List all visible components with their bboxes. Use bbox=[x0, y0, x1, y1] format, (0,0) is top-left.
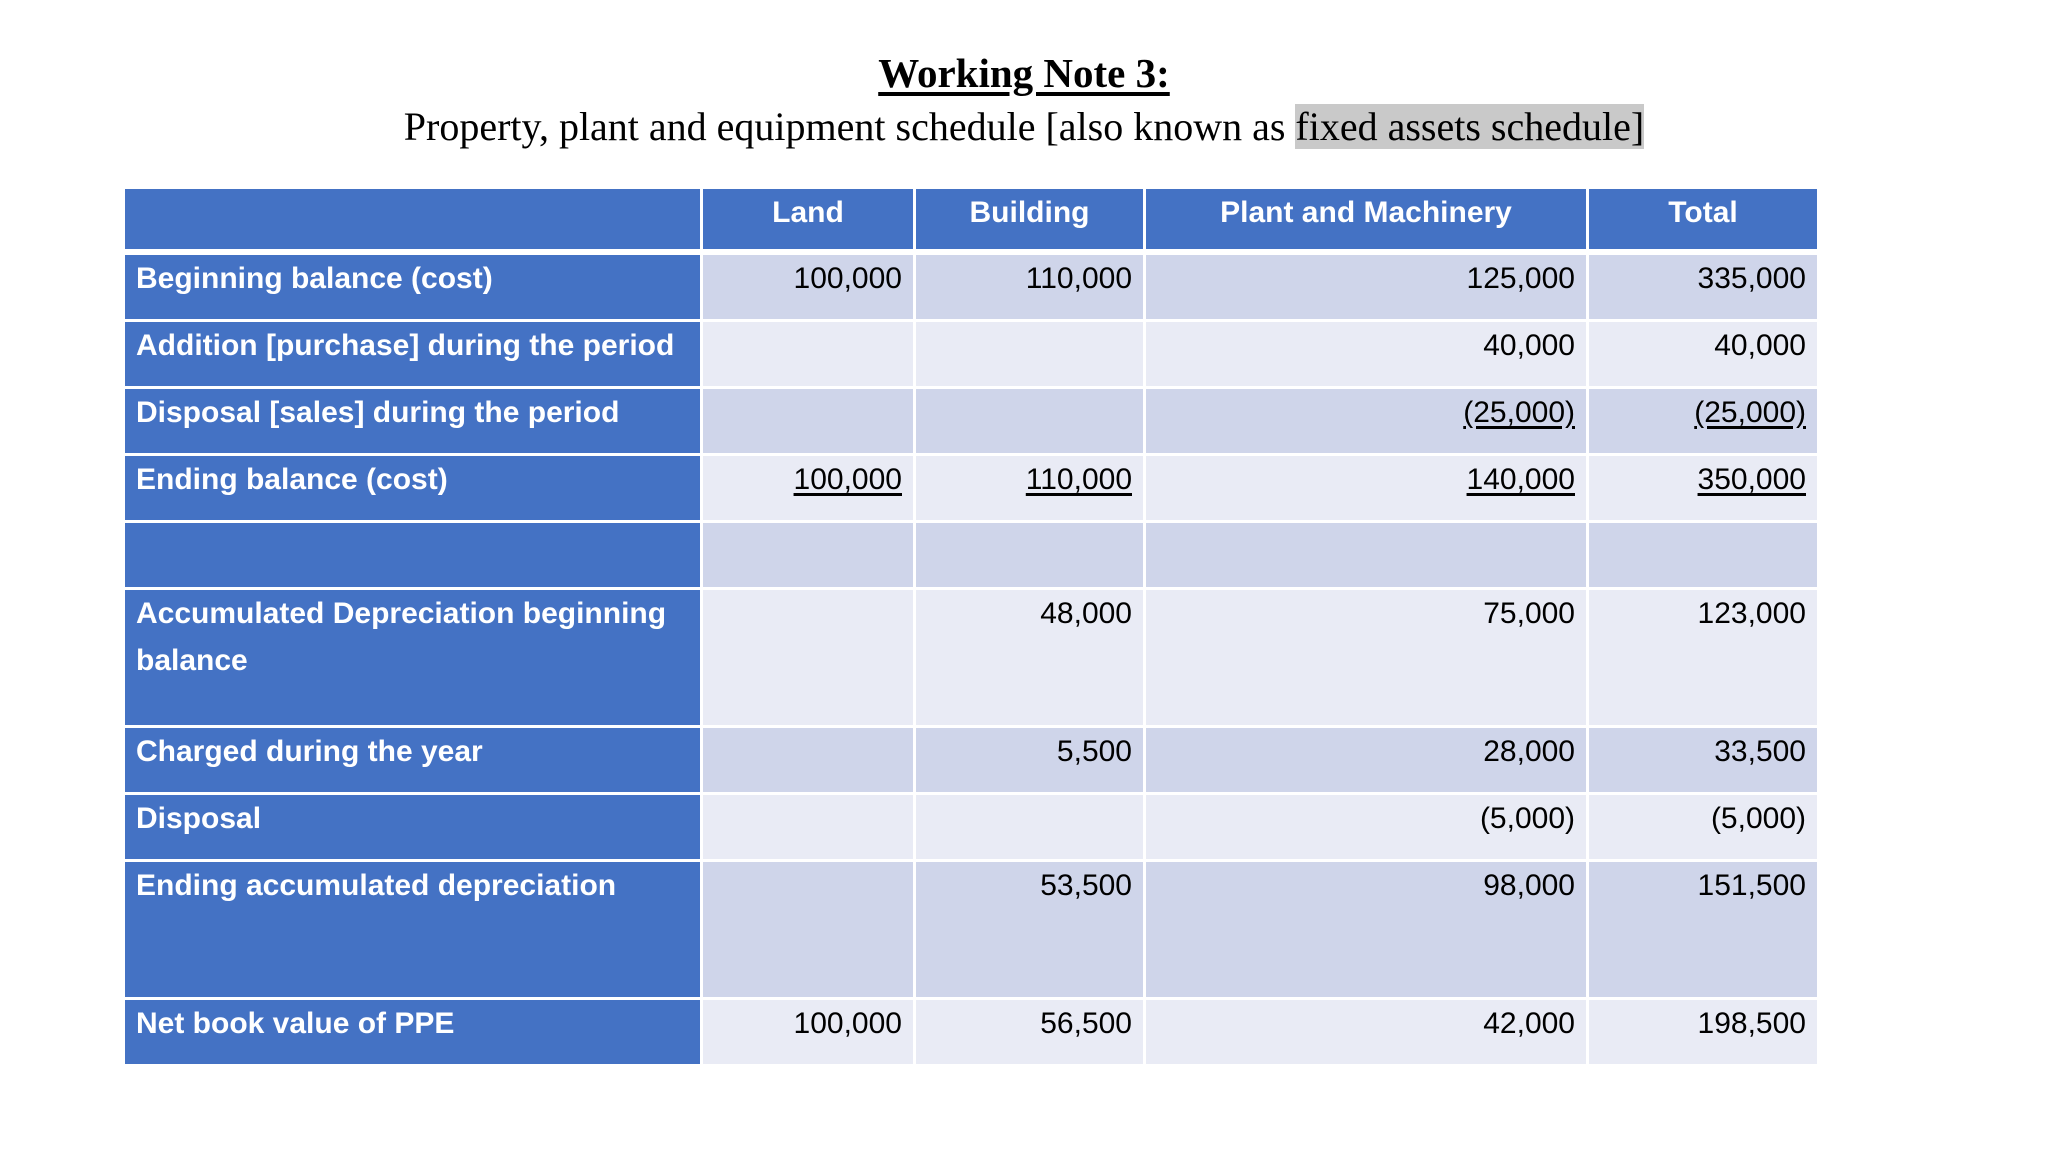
cell-plant bbox=[1146, 523, 1589, 590]
cell-total: 40,000 bbox=[1589, 322, 1820, 389]
cell-plant bbox=[1146, 389, 1589, 456]
cell-total bbox=[1589, 523, 1820, 590]
cell-plant bbox=[1146, 456, 1589, 523]
cell-land bbox=[703, 322, 916, 389]
row-label: Disposal bbox=[125, 795, 703, 862]
row-label: Ending balance (cost) bbox=[125, 456, 703, 523]
page-subtitle bbox=[0, 100, 2048, 154]
table-row bbox=[125, 795, 1820, 862]
cell-building: 110,000 bbox=[916, 255, 1146, 322]
cell-total: 123,000 bbox=[1589, 590, 1820, 728]
underlined-value: (25,000) bbox=[1463, 396, 1575, 429]
cell-plant: (5,000) bbox=[1146, 795, 1589, 862]
underlined-value: (25,000) bbox=[1694, 396, 1806, 429]
underlined-value: 350,000 bbox=[1697, 463, 1806, 496]
cell-total: 33,500 bbox=[1589, 728, 1820, 795]
cell-total: (5,000) bbox=[1589, 795, 1820, 862]
cell-plant: 42,000 bbox=[1146, 1000, 1589, 1067]
cell-building: 48,000 bbox=[916, 590, 1146, 728]
cell-land: 100,000 bbox=[703, 255, 916, 322]
cell-plant: 98,000 bbox=[1146, 862, 1589, 1000]
underlined-value: 110,000 bbox=[1025, 463, 1132, 496]
cell-building bbox=[916, 456, 1146, 523]
row-label: Disposal [sales] during the period bbox=[125, 389, 703, 456]
row-label: Addition [purchase] during the period bbox=[125, 322, 703, 389]
header-blank bbox=[125, 189, 703, 255]
table-row bbox=[125, 389, 1820, 456]
subtitle-text: Property, plant and equipment schedule [also known as bbox=[403, 104, 1296, 149]
cell-land bbox=[703, 523, 916, 590]
header-total: Total bbox=[1589, 189, 1820, 255]
page-title: Working Note 3: bbox=[878, 50, 1170, 96]
header-building: Building bbox=[916, 189, 1146, 255]
heading-block bbox=[0, 46, 2048, 154]
cell-land bbox=[703, 728, 916, 795]
table-row bbox=[125, 1000, 1820, 1067]
row-label: Charged during the year bbox=[125, 728, 703, 795]
cell-land bbox=[703, 862, 916, 1000]
table-row bbox=[125, 255, 1820, 322]
cell-plant: 28,000 bbox=[1146, 728, 1589, 795]
row-label: Net book value of PPE bbox=[125, 1000, 703, 1067]
ppe-schedule-table bbox=[125, 189, 1820, 1067]
cell-building: 53,500 bbox=[916, 862, 1146, 1000]
cell-land: 100,000 bbox=[703, 1000, 916, 1067]
cell-plant: 125,000 bbox=[1146, 255, 1589, 322]
cell-building bbox=[916, 523, 1146, 590]
cell-land bbox=[703, 456, 916, 523]
header-plant-machinery: Plant and Machinery bbox=[1146, 189, 1589, 255]
row-label: Accumulated Depreciation beginning balance bbox=[125, 590, 703, 728]
cell-total: 198,500 bbox=[1589, 1000, 1820, 1067]
header-land: Land bbox=[703, 189, 916, 255]
cell-building bbox=[916, 795, 1146, 862]
cell-building: 56,500 bbox=[916, 1000, 1146, 1067]
table-row bbox=[125, 862, 1820, 1000]
table-row bbox=[125, 728, 1820, 795]
cell-building: 5,500 bbox=[916, 728, 1146, 795]
cell-land bbox=[703, 389, 916, 456]
table-row-spacer bbox=[125, 523, 1820, 590]
cell-plant: 40,000 bbox=[1146, 322, 1589, 389]
cell-plant: 75,000 bbox=[1146, 590, 1589, 728]
cell-total: 335,000 bbox=[1589, 255, 1820, 322]
table-row bbox=[125, 590, 1820, 728]
cell-total bbox=[1589, 456, 1820, 523]
table-header-row bbox=[125, 189, 1820, 255]
cell-total bbox=[1589, 389, 1820, 456]
cell-building bbox=[916, 322, 1146, 389]
underlined-value: 100,000 bbox=[793, 463, 902, 496]
row-label: Beginning balance (cost) bbox=[125, 255, 703, 322]
cell-total: 151,500 bbox=[1589, 862, 1820, 1000]
subtitle-highlighted-text: fixed assets schedule] bbox=[1295, 104, 1645, 149]
row-label bbox=[125, 523, 703, 590]
underlined-value: 140,000 bbox=[1466, 463, 1575, 496]
cell-land bbox=[703, 590, 916, 728]
row-label: Ending accumulated depreciation bbox=[125, 862, 703, 1000]
table-row bbox=[125, 322, 1820, 389]
table-row bbox=[125, 456, 1820, 523]
cell-land bbox=[703, 795, 916, 862]
cell-building bbox=[916, 389, 1146, 456]
